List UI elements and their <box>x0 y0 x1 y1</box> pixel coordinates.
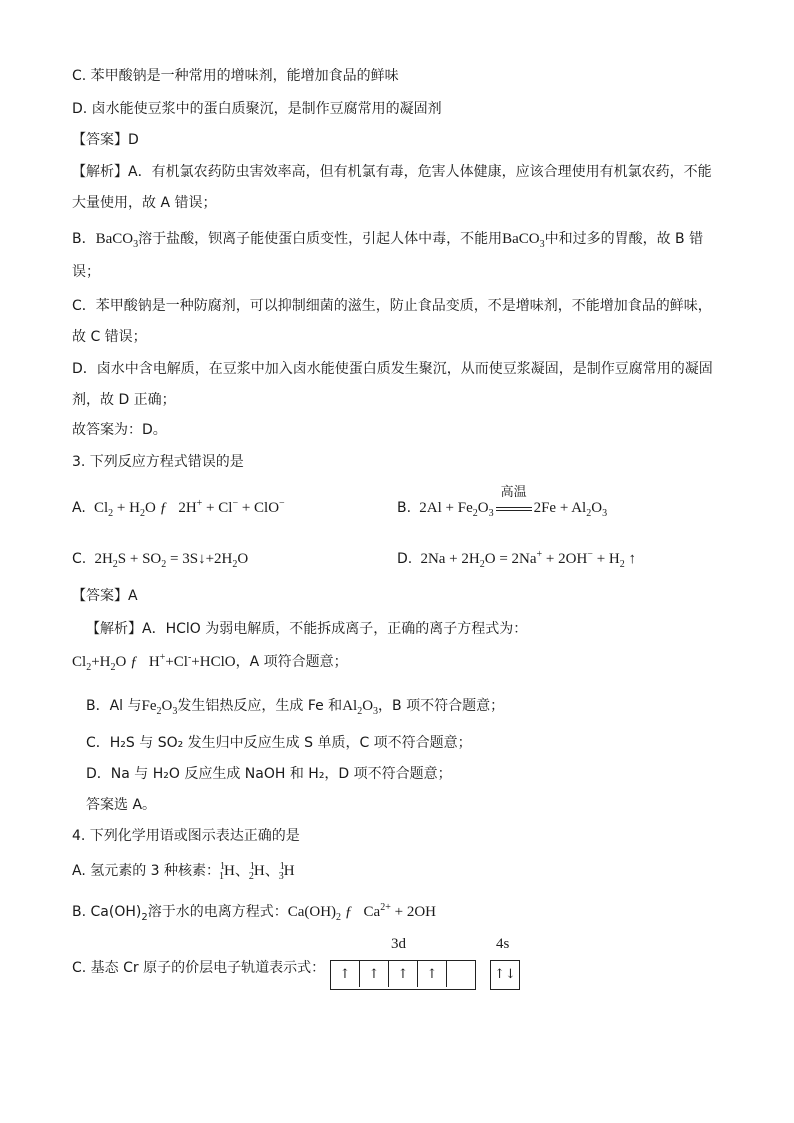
equation-ionization: $Ca(OH)_2$ ƒ $Ca^{2+} + 2OH$ <box>287 902 436 923</box>
explanation-3-a <box>86 619 527 639</box>
q3-option-c <box>72 549 248 569</box>
explanation-label: 【解析】 <box>86 621 142 637</box>
option-text: A. 氢元素的 3 种核素： <box>72 863 221 879</box>
orbital-box: ↑ <box>331 961 360 987</box>
option-c-text: C. 苯甲酸钠是一种常用的增味剂，能增加食品的鲜味 <box>72 68 399 84</box>
explanation-label: 【解析】 <box>72 164 128 180</box>
explanation-text: 溶于盐酸，钡离子能使蛋白质变性，引起人体中毒，不能用 <box>138 231 503 247</box>
explanation-1-a <box>72 162 712 182</box>
q3-option-b <box>397 484 608 519</box>
explanation-text: B． <box>72 231 96 247</box>
formula-baco3: BaCO$_3$ <box>502 231 545 250</box>
equation-c: $2H_2S + SO_2$ = $3S↓+2H_2O$ <box>90 551 249 570</box>
orbital-diagram-4s <box>490 960 520 990</box>
option-label: A. <box>72 500 86 516</box>
explanation-1-b <box>72 229 703 249</box>
orbital-box: ↑ <box>389 961 418 987</box>
orbital-box: ↑ <box>360 961 389 987</box>
explanation-1-d: D．卤水中含电解质，在豆浆中加入卤水能使蛋白质发生聚沉，从而使豆浆凝固，是制作豆腐常用的凝固 <box>72 361 713 377</box>
q3-option-d <box>397 549 636 569</box>
explanation-3-d: D．Na 与 H₂O 反应生成 NaOH 和 H₂，D 项不符合题意； <box>86 766 452 782</box>
answer-value: D <box>128 132 139 148</box>
reaction-condition <box>496 484 532 518</box>
explanation-1-d2: 剂，故 D 正确； <box>72 392 176 408</box>
condition-text: 高温 <box>500 484 527 499</box>
explanation-text: 发生铝热反应，生成 Fe 和 <box>177 698 343 714</box>
q4-option-a <box>72 861 295 881</box>
q4-option-c: C. 基态 Cr 原子的价层电子轨道表示式： <box>72 960 326 976</box>
option-label: B. <box>397 500 412 516</box>
explanation-1-a2: 大量使用，故 A 错误； <box>72 195 217 211</box>
answer-3 <box>72 586 138 606</box>
option-d-text: D. 卤水能使豆浆中的蛋白质聚沉，是制作豆腐常用的凝固剂 <box>72 101 442 117</box>
orbital-box <box>447 961 475 987</box>
explanation-1-c: C．苯甲酸钠是一种防腐剂，可以抑制细菌的滋生，防止食品变质，不是增味剂，不能增加食品的鲜味， <box>72 298 712 314</box>
nuclides: $^1_1$H、$^1_2$H、$^1_3$H <box>219 861 295 882</box>
explanation-1-b2: 误； <box>72 264 100 280</box>
q3-option-a <box>72 498 285 518</box>
question-3-stem: 3. 下列反应方程式错误的是 <box>72 454 244 470</box>
answer-value: A <box>128 588 138 604</box>
answer-label: 【答案】 <box>72 588 128 604</box>
explanation-3-c: C．H₂S 与 SO₂ 发生归中反应生成 S 单质，C 项不符合题意； <box>86 735 472 751</box>
orbital-box: ↑ <box>418 961 447 987</box>
formula-al2o3: $Al_2O_3$ <box>342 698 379 717</box>
equation-d: $2Na + 2H_2O = 2Na^+ + 2OH^- + H_2$ ↑ <box>416 549 636 570</box>
q4-option-b: B. $Ca(OH)_2$溶于水的电离方程式：$Ca(OH)_2$ ƒ $Ca^{2+} + 2OH$ <box>72 902 436 923</box>
explanation-3-equation <box>72 652 348 672</box>
explanation-text: ，B 项不符合题意； <box>378 698 505 714</box>
explanation-1-c2: 故 C 错误； <box>72 329 147 345</box>
formula-fe2o3: $Fe_2O_3$ <box>141 698 178 717</box>
equation-b: $2Al + Fe_2O_3$ 高温 $2Fe + Al_2O_3$ <box>415 484 608 519</box>
option-label: C. <box>72 551 87 567</box>
explanation-text: A．有机氯农药防虫害效率高，但有机氯有毒，危害人体健康，应该合理使用有机氯农药，不能 <box>128 164 712 180</box>
explanation-text: B．Al 与 <box>86 698 142 714</box>
option-text: B. Ca(OH) <box>72 904 142 920</box>
question-4-stem: 4. 下列化学用语或图示表达正确的是 <box>72 828 300 844</box>
explanation-1-conclusion: 故答案为：D。 <box>72 422 167 438</box>
explanation-3-b <box>86 696 504 716</box>
option-text: 溶于水的电离方程式： <box>147 904 288 920</box>
answer-label: 【答案】 <box>72 132 128 148</box>
orbital-diagram-3d <box>330 960 476 990</box>
explanation-text: 中和过多的胃酸，故 B 错 <box>544 231 704 247</box>
equation-correct: $Cl_2+H_2O$ ƒ H++Cl-+HClO <box>72 652 236 673</box>
explanation-text: A．HClO 为弱电解质，不能拆成离子，正确的离子方程式为： <box>142 621 528 637</box>
orbital-3d-label: 3d <box>391 936 406 952</box>
orbital-4s-label: 4s <box>496 936 510 952</box>
formula-baco3: BaCO$_3$ <box>95 231 139 250</box>
equation-a: $Cl_2 + H_2O$ ƒ 2H+ + Cl− + ClO− <box>90 498 285 519</box>
explanation-text: ，A 项符合题意； <box>235 654 348 670</box>
explanation-3-conclusion: 答案选 A。 <box>86 797 157 813</box>
answer-1 <box>72 130 139 150</box>
orbital-box: ↑↓ <box>494 966 516 982</box>
option-label: D. <box>397 551 413 567</box>
